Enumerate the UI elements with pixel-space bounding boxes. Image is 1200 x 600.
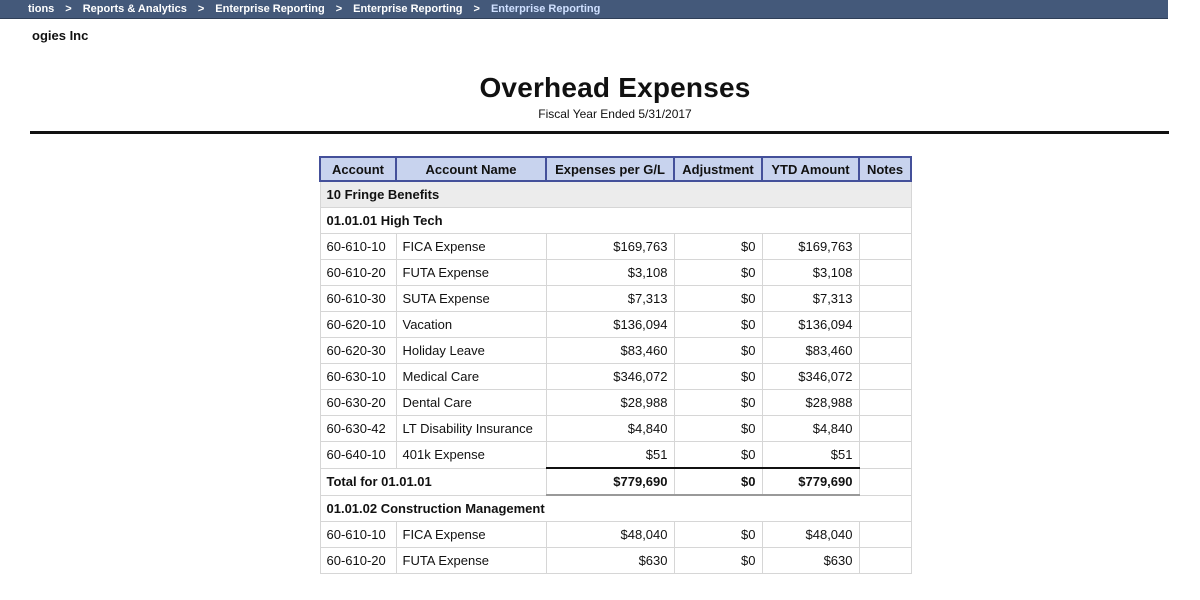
ytd-amount: $136,094 [762, 312, 859, 338]
account-number[interactable]: 60-610-10 [320, 522, 396, 548]
table-row[interactable] [320, 364, 911, 390]
adjustment-amount[interactable]: $0 [674, 312, 762, 338]
notes-cell[interactable] [859, 390, 911, 416]
ytd-amount: $7,313 [762, 286, 859, 312]
total-row [320, 468, 911, 495]
ytd-amount: $346,072 [762, 364, 859, 390]
breadcrumb-separator: > [473, 3, 480, 15]
account-name[interactable]: Dental Care [396, 390, 546, 416]
account-name[interactable]: FICA Expense [396, 234, 546, 260]
account-number[interactable]: 60-640-10 [320, 442, 396, 469]
adjustment-amount[interactable]: $0 [674, 416, 762, 442]
breadcrumb-item-current[interactable]: Enterprise Reporting [490, 3, 601, 15]
ytd-amount: $3,108 [762, 260, 859, 286]
adjustment-amount[interactable]: $0 [674, 390, 762, 416]
ytd-amount: $51 [762, 442, 859, 469]
account-number[interactable]: 60-630-20 [320, 390, 396, 416]
account-number[interactable]: 60-630-10 [320, 364, 396, 390]
column-header-expenses-per-gl[interactable]: Expenses per G/L [546, 157, 674, 181]
notes-cell[interactable] [859, 234, 911, 260]
account-name[interactable]: FICA Expense [396, 522, 546, 548]
breadcrumb-separator: > [197, 3, 205, 15]
notes-cell[interactable] [859, 416, 911, 442]
account-number[interactable]: 60-610-10 [320, 234, 396, 260]
account-number[interactable]: 60-610-20 [320, 260, 396, 286]
breadcrumb-item-reports-analytics[interactable]: Reports & Analytics [82, 3, 187, 15]
group-label: 10 Fringe Benefits [320, 181, 911, 208]
breadcrumb-item[interactable]: tions [28, 3, 55, 15]
ytd-amount: $83,460 [762, 338, 859, 364]
expenses-per-gl: $169,763 [546, 234, 674, 260]
expenses-per-gl: $3,108 [546, 260, 674, 286]
column-header-account-name[interactable]: Account Name [396, 157, 546, 181]
expenses-per-gl: $7,313 [546, 286, 674, 312]
breadcrumb-separator: > [335, 3, 343, 15]
ytd-amount: $630 [762, 548, 859, 574]
expenses-per-gl: $83,460 [546, 338, 674, 364]
expenses-per-gl: $630 [546, 548, 674, 574]
table-row[interactable] [320, 522, 911, 548]
section-header-row [320, 208, 911, 234]
section-label: 01.01.01 High Tech [320, 208, 911, 234]
report-subtitle: Fiscal Year Ended 5/31/2017 [538, 107, 692, 121]
ytd-amount: $4,840 [762, 416, 859, 442]
table-row[interactable] [320, 390, 911, 416]
total-notes-cell [859, 468, 911, 495]
expenses-per-gl: $28,988 [546, 390, 674, 416]
notes-cell[interactable] [859, 338, 911, 364]
account-number[interactable]: 60-620-30 [320, 338, 396, 364]
expenses-per-gl: $48,040 [546, 522, 674, 548]
account-name[interactable]: Vacation [396, 312, 546, 338]
table-row[interactable] [320, 286, 911, 312]
expenses-per-gl: $346,072 [546, 364, 674, 390]
table-row[interactable] [320, 338, 911, 364]
account-number[interactable]: 60-620-10 [320, 312, 396, 338]
total-expenses-per-gl: $779,690 [546, 468, 674, 495]
table-row[interactable] [320, 416, 911, 442]
adjustment-amount[interactable]: $0 [674, 286, 762, 312]
breadcrumb-separator: > [65, 3, 72, 15]
table-header-row [320, 157, 911, 181]
table-row[interactable] [320, 312, 911, 338]
notes-cell[interactable] [859, 286, 911, 312]
total-adjustment: $0 [674, 468, 762, 495]
table-row[interactable] [320, 260, 911, 286]
account-number[interactable]: 60-630-42 [320, 416, 396, 442]
breadcrumb [0, 0, 1168, 19]
adjustment-amount[interactable]: $0 [674, 338, 762, 364]
overhead-expenses-table [319, 156, 912, 574]
account-name[interactable]: 401k Expense [396, 442, 546, 469]
expenses-per-gl: $136,094 [546, 312, 674, 338]
adjustment-amount[interactable]: $0 [674, 522, 762, 548]
adjustment-amount[interactable]: $0 [674, 234, 762, 260]
section-label: 01.01.02 Construction Management [320, 495, 911, 522]
ytd-amount: $48,040 [762, 522, 859, 548]
account-name[interactable]: Medical Care [396, 364, 546, 390]
breadcrumb-item-enterprise-reporting[interactable]: Enterprise Reporting [353, 3, 463, 15]
column-header-notes[interactable]: Notes [859, 157, 911, 181]
account-name[interactable]: FUTA Expense [396, 260, 546, 286]
breadcrumb-item-enterprise-reporting[interactable]: Enterprise Reporting [215, 3, 325, 15]
adjustment-amount[interactable]: $0 [674, 260, 762, 286]
account-number[interactable]: 60-610-30 [320, 286, 396, 312]
adjustment-amount[interactable]: $0 [674, 442, 762, 469]
notes-cell[interactable] [859, 522, 911, 548]
group-header-row [320, 181, 911, 208]
table-body [320, 181, 911, 574]
notes-cell[interactable] [859, 442, 911, 469]
notes-cell[interactable] [859, 364, 911, 390]
ytd-amount: $169,763 [762, 234, 859, 260]
expenses-per-gl: $51 [546, 442, 674, 469]
ytd-amount: $28,988 [762, 390, 859, 416]
notes-cell[interactable] [859, 312, 911, 338]
section-header-row [320, 495, 911, 522]
account-name[interactable]: SUTA Expense [396, 286, 546, 312]
adjustment-amount[interactable]: $0 [674, 364, 762, 390]
expenses-per-gl: $4,840 [546, 416, 674, 442]
table-row[interactable] [320, 548, 911, 574]
company-name: ogies Inc [32, 28, 89, 43]
report-title: Overhead Expenses [479, 72, 751, 103]
column-header-ytd-amount[interactable]: YTD Amount [762, 157, 859, 181]
total-label: Total for 01.01.01 [320, 468, 546, 495]
notes-cell[interactable] [859, 548, 911, 574]
table-row[interactable] [320, 442, 911, 469]
column-header-account[interactable]: Account [320, 157, 396, 181]
adjustment-amount[interactable]: $0 [674, 548, 762, 574]
total-ytd-amount: $779,690 [762, 468, 859, 495]
account-number[interactable]: 60-610-20 [320, 548, 396, 574]
account-name[interactable]: LT Disability Insurance [396, 416, 546, 442]
account-name[interactable]: FUTA Expense [396, 548, 546, 574]
table-row[interactable] [320, 234, 911, 260]
title-divider [30, 131, 1169, 134]
account-name[interactable]: Holiday Leave [396, 338, 546, 364]
notes-cell[interactable] [859, 260, 911, 286]
column-header-adjustment[interactable]: Adjustment [674, 157, 762, 181]
